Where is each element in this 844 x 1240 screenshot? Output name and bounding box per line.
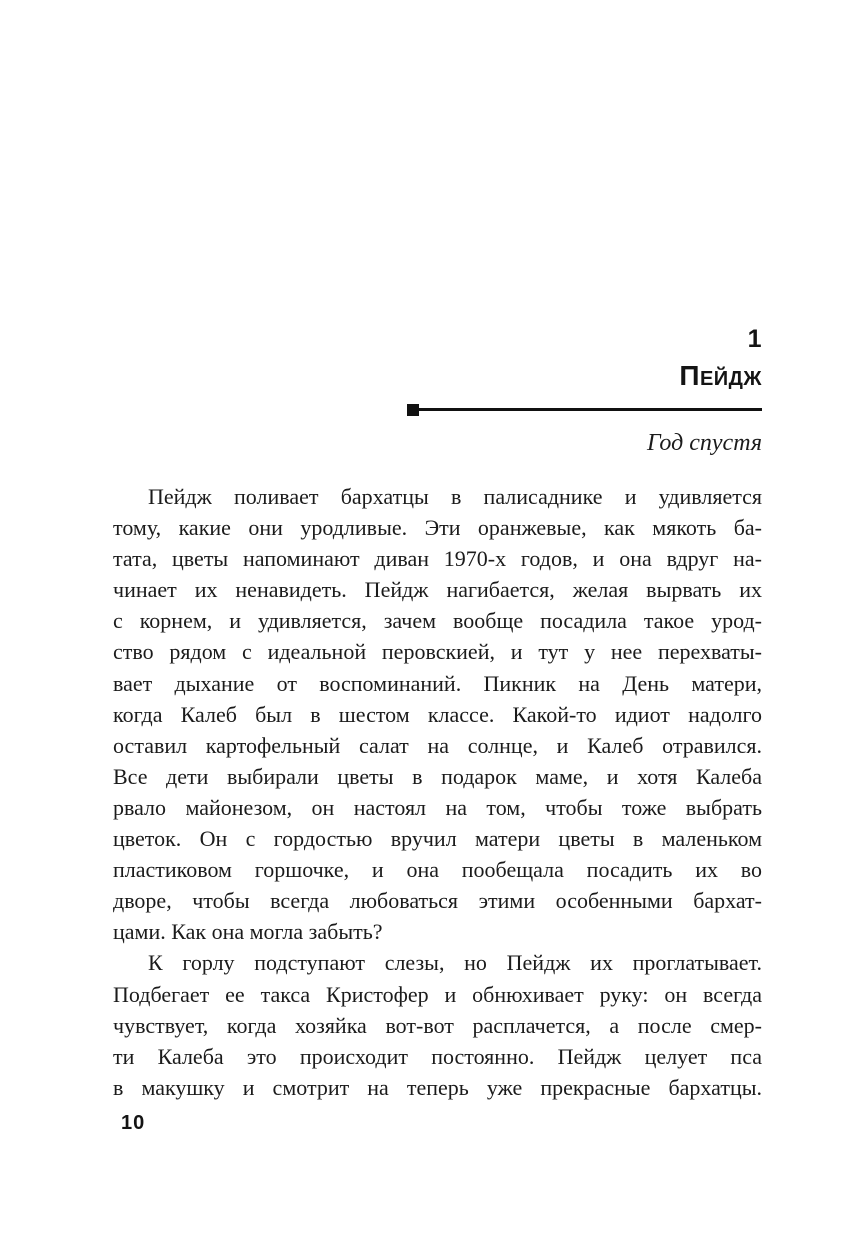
text-line: чувствует, когда хозяйка вот-вот расплачется, а после смер- (113, 1012, 762, 1038)
body-text (113, 481, 762, 1103)
text-line: когда Калеб был в шестом классе. Какой-то идиот надолго (113, 701, 762, 727)
text-line: Пейдж поливает бархатцы в палисаднике и удивляется (148, 484, 762, 509)
text-line: рвало майонезом, он настоял на том, чтобы тоже выбрать (113, 794, 762, 820)
text-line: вает дыхание от воспоминаний. Пикник на День матери, (113, 670, 762, 696)
text-line: пластиковом горшочке, и она пообещала посадить их во (113, 857, 762, 883)
text-line: чинает их ненавидеть. Пейдж нагибается, желая вырвать их (113, 577, 762, 603)
chapter-rule (407, 403, 762, 416)
text-line: ство рядом с идеальной перовскией, и тут у нее перехваты- (113, 639, 762, 665)
text-line: цветок. Он с гордостью вручил матери цветы в маленьком (113, 826, 762, 852)
chapter-title: Пейдж (679, 360, 762, 391)
text-line: тому, какие они уродливые. Эти оранжевые, как мякоть ба- (113, 515, 762, 541)
chapter-subtitle: Год спустя (647, 430, 762, 456)
text-line: дворе, чтобы всегда любоваться этими особенными бархат- (113, 888, 762, 914)
text-line: оставил картофельный салат на солнце, и Калеб отравился. (113, 732, 762, 758)
text-line: с корнем, и удивляется, зачем вообще посадила такое урод- (113, 608, 762, 634)
rule-line (419, 408, 762, 411)
text-line: тата, цветы напоминают диван 1970-х годов, и она вдруг на- (113, 546, 762, 572)
text-line: Все дети выбирали цветы в подарок маме, и хотя Калеба (113, 763, 762, 789)
text-line: Подбегает ее такса Кристофер и обнюхивает руку: он всегда (113, 981, 762, 1007)
text-line: в макушку и смотрит на теперь уже прекрасные бархатцы. (113, 1074, 762, 1100)
chapter-number: 1 (747, 325, 762, 353)
page-number: 10 (121, 1112, 146, 1134)
text-line: цами. Как она могла забыть? (113, 919, 383, 945)
text-line: ти Калеба это происходит постоянно. Пейдж целует пса (113, 1043, 762, 1069)
rule-square-marker (407, 404, 419, 416)
text-line: К горлу подступают слезы, но Пейдж их проглатывает. (148, 950, 762, 976)
